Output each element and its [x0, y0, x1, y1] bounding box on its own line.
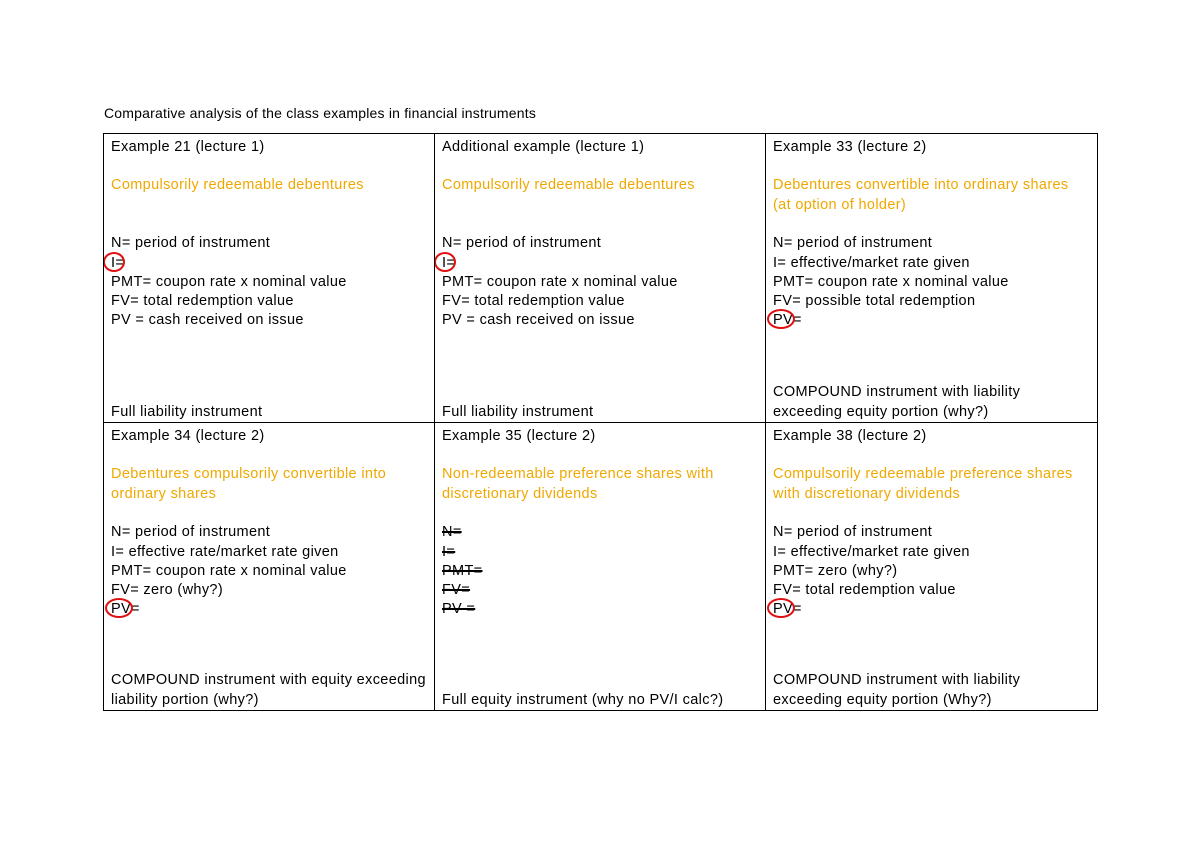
struck-text: PV = [442, 601, 476, 618]
var-fv-struck [442, 581, 758, 600]
var-n: N= period of instrument [111, 235, 271, 252]
var-n: N= period of instrument [111, 524, 271, 541]
instrument-summary: Full liability instrument [442, 403, 594, 420]
cell-example-38 [766, 423, 1097, 710]
var-pv [773, 311, 1090, 330]
var-n: N= period of instrument [442, 235, 602, 252]
var-fv: FV= possible total redemption [773, 293, 976, 310]
instrument-type: Debentures compulsorily convertible into ordinary shares [111, 466, 387, 502]
var-fv: FV= total redemption value [111, 293, 294, 310]
cell-heading: Example 35 (lecture 2) [442, 428, 596, 444]
var-pv-text: PV= [111, 601, 140, 618]
instrument-type: Non-redeemable preference shares with discretionary dividends [442, 466, 714, 502]
var-n: N= period of instrument [773, 235, 933, 252]
var-fv: FV= total redemption value [442, 293, 625, 310]
instrument-type: Compulsorily redeemable debentures [442, 177, 695, 194]
struck-text: PMT= [442, 562, 483, 579]
variable-list [773, 234, 1090, 330]
var-pmt: PMT= coupon rate x nominal value [442, 273, 678, 290]
var-pv-text: PV= [773, 601, 802, 618]
instrument-type: Debentures convertible into ordinary shares (at option of holder) [773, 177, 1069, 213]
variable-list [773, 523, 1090, 619]
var-pv-struck [442, 600, 758, 619]
var-pv [111, 600, 427, 619]
variable-list [111, 234, 427, 330]
variable-list [442, 234, 758, 330]
document-title: Comparative analysis of the class examples in financial instruments [104, 105, 537, 121]
instrument-type: Compulsorily redeemable debentures [111, 177, 364, 194]
cell-heading: Example 21 (lecture 1) [111, 139, 265, 155]
var-pmt-struck [442, 562, 758, 581]
var-i: I= effective/market rate given [773, 543, 970, 560]
var-i: I= effective/market rate given [773, 254, 970, 271]
var-i: I= effective rate/market rate given [111, 543, 339, 560]
instrument-summary: Full liability instrument [111, 403, 263, 420]
var-n: N= period of instrument [773, 524, 933, 541]
var-i-struck [442, 543, 758, 562]
variable-list [111, 523, 427, 619]
var-fv: FV= total redemption value [773, 582, 956, 599]
instrument-type: Compulsorily redeemable preference shares with discretionary dividends [773, 466, 1073, 502]
var-n-struck [442, 523, 758, 542]
cell-example-21 [104, 134, 435, 423]
instrument-summary: Full equity instrument (why no PV/I calc?) [442, 691, 724, 708]
variable-list [442, 523, 758, 619]
struck-text: I= [442, 543, 456, 560]
instrument-summary: COMPOUND instrument with equity exceeding liability portion (why?) [111, 672, 426, 708]
var-i [442, 254, 758, 273]
cell-heading: Example 33 (lecture 2) [773, 139, 927, 155]
struck-text: FV= [442, 582, 471, 599]
instrument-summary: COMPOUND instrument with liability exceeding equity portion (why?) [773, 384, 1021, 420]
cell-example-35 [435, 423, 766, 710]
var-pv-text: PV= [773, 312, 802, 329]
cell-heading: Additional example (lecture 1) [442, 139, 645, 155]
cell-additional-example [435, 134, 766, 423]
var-i-text: I= [442, 254, 456, 271]
var-pv [773, 600, 1090, 619]
var-i-text: I= [111, 254, 125, 271]
cell-heading: Example 38 (lecture 2) [773, 428, 927, 444]
var-pv: PV = cash received on issue [111, 312, 304, 329]
cell-example-34 [104, 423, 435, 710]
var-pmt: PMT= coupon rate x nominal value [111, 562, 347, 579]
var-pmt: PMT= zero (why?) [773, 562, 898, 579]
var-fv: FV= zero (why?) [111, 582, 224, 599]
struck-text: N= [442, 524, 462, 541]
cell-example-33 [766, 134, 1097, 423]
var-pmt: PMT= coupon rate x nominal value [111, 273, 347, 290]
var-pmt: PMT= coupon rate x nominal value [773, 273, 1009, 290]
var-i [111, 254, 427, 273]
comparison-table [103, 133, 1098, 711]
cell-heading: Example 34 (lecture 2) [111, 428, 265, 444]
var-pv: PV = cash received on issue [442, 312, 635, 329]
instrument-summary: COMPOUND instrument with liability exceeding equity portion (Why?) [773, 672, 1021, 708]
